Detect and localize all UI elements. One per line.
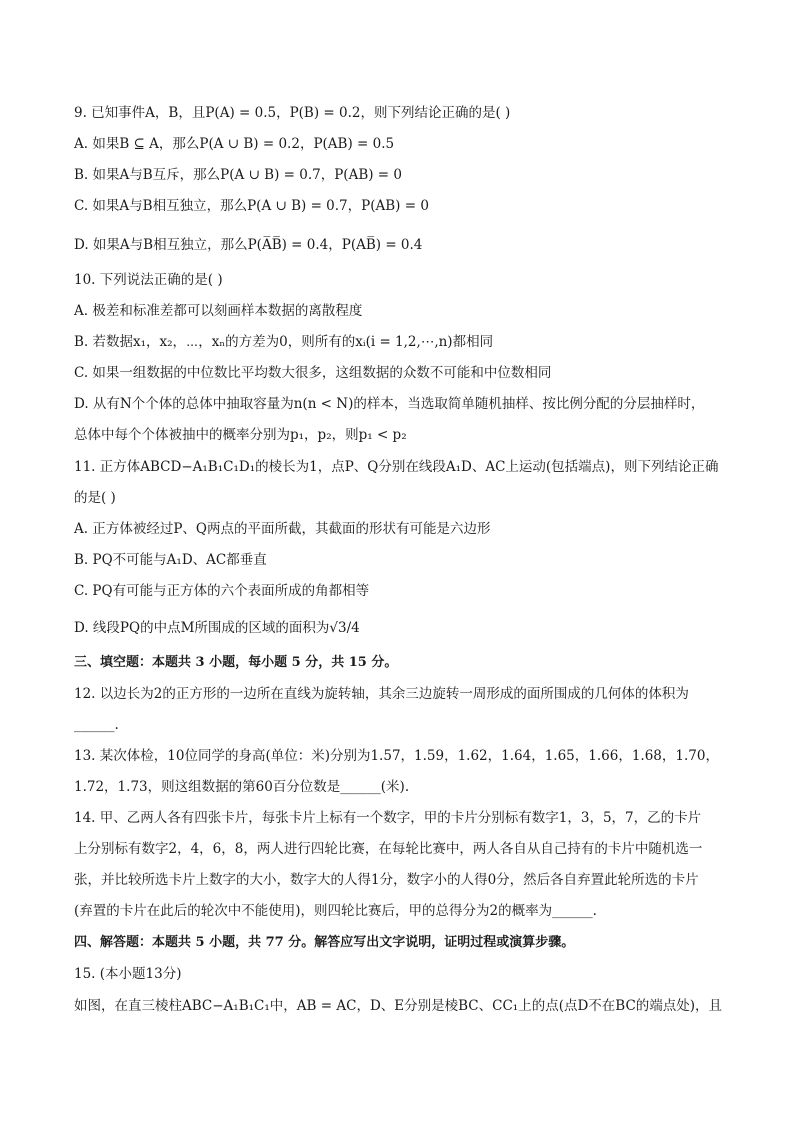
q10-stem: 10. 下列说法正确的是( ) — [74, 272, 223, 288]
q11-option-b: B. PQ不可能与A₁D、AC都垂直 — [74, 552, 267, 568]
q11-stem-line2: 的是( ) — [74, 490, 116, 506]
q12-line1: 12. 以边长为2的正方形的一边所在直线为旋转轴，其余三边旋转一周形成的面所围成的几何体的体积为 — [74, 686, 689, 702]
q9-option-a: A. 如果B ⊆ A，那么P(A ∪ B) = 0.2，P(AB) = 0.5 — [74, 136, 395, 152]
q14-line4: (弃置的卡片在此后的轮次中不能使用)，则四轮比赛后，甲的总得分为2的概率为______. — [74, 903, 597, 919]
q15-heading: 15. (本小题13分) — [74, 966, 182, 982]
q13-line2: 1.72，1.73，则这组数据的第60百分位数是______(米). — [74, 779, 410, 795]
q14-line2: 上分别标有数字2，4，6，8，两人进行四轮比赛，在每轮比赛中，两人各自从自己持有的卡片中随机选一 — [74, 841, 703, 857]
q9-option-d: D. 如果A与B相互独立，那么P(A̅B̅) = 0.4，P(AB̅) = 0.4 — [74, 237, 423, 253]
q15-line1: 如图，在直三棱柱ABC−A₁B₁C₁中，AB = AC，D、E分别是棱BC、CC₁上的点(点D不在BC的端点处)，且 — [74, 998, 723, 1014]
q11-option-c: C. PQ有可能与正方体的六个表面所成的角都相等 — [74, 583, 370, 599]
q10-option-c: C. 如果一组数据的中位数比平均数大很多，这组数据的众数不可能和中位数相同 — [74, 365, 552, 381]
q10-option-d-line2: 总体中每个个体被抽中的概率分别为p₁，p₂，则p₁ < p₂ — [74, 427, 407, 443]
q14-line1: 14. 甲、乙两人各有四张卡片，每张卡片上标有一个数字，甲的卡片分别标有数字1，3，5，7，乙的卡片 — [74, 810, 702, 826]
section-fill-in-heading: 三、填空题：本题共 3 小题，每小题 5 分，共 15 分。 — [74, 655, 398, 670]
q11-stem-line1: 11. 正方体ABCD−A₁B₁C₁D₁的棱长为1，点P、Q分别在线段A₁D、AC上运动(包括端点)，则下列结论正确 — [74, 459, 719, 475]
q11-option-a: A. 正方体被经过P、Q两点的平面所截，其截面的形状有可能是六边形 — [74, 521, 491, 537]
q9-stem: 9. 已知事件A，B，且P(A) = 0.5，P(B) = 0.2，则下列结论正确的是( ) — [74, 105, 511, 121]
q13-line1: 13. 某次体检，10位同学的身高(单位：米)分别为1.57，1.59，1.62，1.64，1.65，1.66，1.68，1.70， — [74, 748, 719, 764]
q12-line2: ______. — [74, 717, 119, 733]
q11-option-d: D. 线段PQ的中点M所围成的区域的面积为√3/4 — [74, 620, 360, 636]
q14-line3: 张，并比较所选卡片上数字的大小，数字大的人得1分，数字小的人得0分，然后各自弃置此轮所选的卡片 — [74, 872, 699, 888]
q9-option-c: C. 如果A与B相互独立，那么P(A ∪ B) = 0.7，P(AB) = 0 — [74, 198, 429, 214]
q10-option-a: A. 极差和标准差都可以刻画样本数据的离散程度 — [74, 303, 363, 319]
q9-option-b: B. 如果A与B互斥，那么P(A ∪ B) = 0.7，P(AB) = 0 — [74, 167, 402, 183]
section-answer-heading: 四、解答题：本题共 5 小题，共 77 分。解答应写出文字说明，证明过程或演算步骤。 — [74, 935, 575, 950]
q10-option-b: B. 若数据x₁，x₂，⋯，xₙ的方差为0，则所有的xᵢ(i = 1,2,⋯,n)都相同 — [74, 334, 494, 350]
q10-option-d-line1: D. 从有N个个体的总体中抽取容量为n(n < N)的样本，当选取简单随机抽样、按比例分配的分层抽样时， — [74, 396, 705, 412]
